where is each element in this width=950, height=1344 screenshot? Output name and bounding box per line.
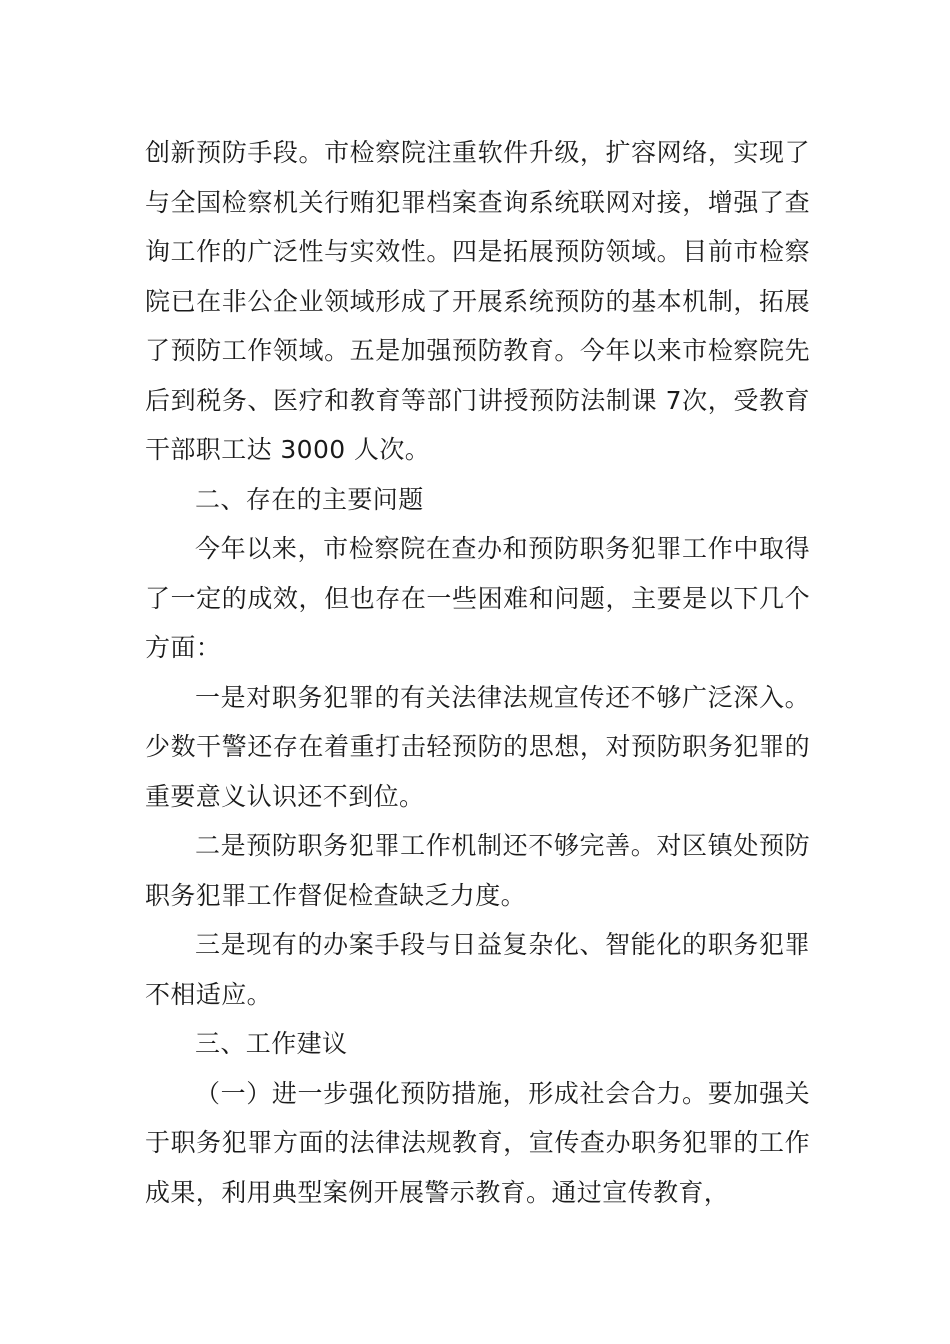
paragraph-continued-prevention-measures: 创新预防手段。市检察院注重软件升级，扩容网络，实现了与全国检察机关行贿犯罪档案查询系统联网对接，增强了查询工作的广泛性与实效性。四是拓展预防领域。目前市检察院已在非公企业领域形成了开展系统预防的基本机制，拓展了预防工作领域。五是加强预防教育。今年以来市检察院先后到税务、医疗和教育等部门讲授预防法制课 7次，受教育干部职工达 3000 人次。	[145, 138, 810, 464]
paragraph-problem-three: 三是现有的办案手段与日益复杂化、智能化的职务犯罪不相适应。	[145, 930, 810, 1009]
paragraph-problem-one: 一是对职务犯罪的有关法律法规宣传还不够广泛深入。少数干警还存在着重打击轻预防的思想，对预防职务犯罪的重要意义认识还不到位。	[145, 682, 810, 811]
paragraph-problems-intro: 今年以来，市检察院在查办和预防职务犯罪工作中取得了一定的成效，但也存在一些困难和问题，主要是以下几个方面：	[145, 534, 810, 662]
paragraph-suggestion-one: （一）进一步强化预防措施，形成社会合力。要加强关于职务犯罪方面的法律法规教育，宣传查办职务犯罪的工作成果，利用典型案例开展警示教育。通过宣传教育，	[145, 1078, 810, 1207]
document-body	[145, 128, 810, 1217]
paragraph-problem-two: 二是预防职务犯罪工作机制还不够完善。对区镇处预防职务犯罪工作督促检查缺乏力度。	[145, 831, 810, 910]
heading-main-problems: 二、存在的主要问题	[195, 484, 424, 514]
heading-work-suggestions: 三、工作建议	[195, 1029, 348, 1058]
